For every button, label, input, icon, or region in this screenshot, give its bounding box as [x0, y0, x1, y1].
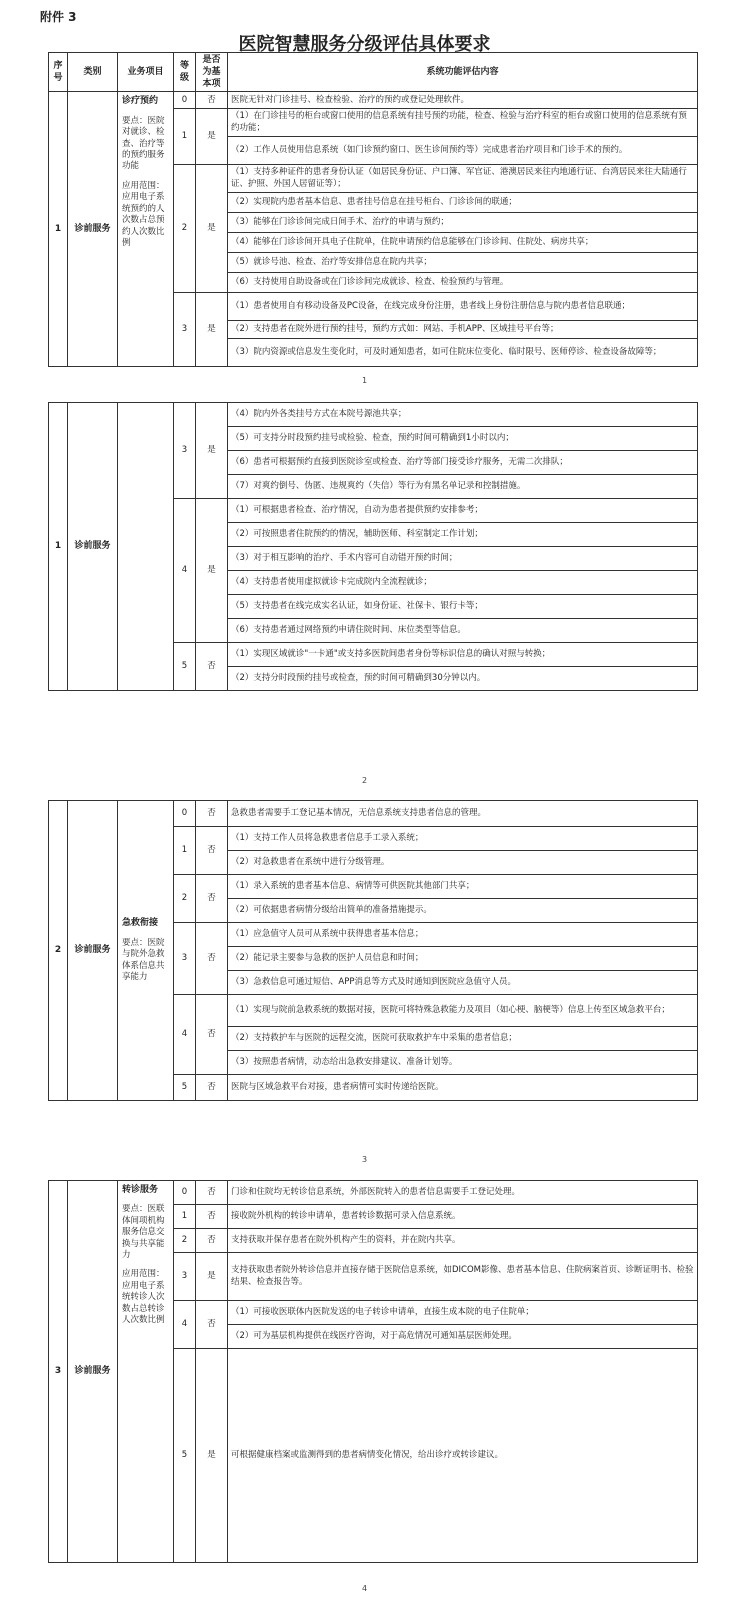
project-cell — [118, 403, 174, 691]
header-content: 系统功能评估内容 — [228, 53, 698, 92]
requirements-table-4 — [48, 1180, 698, 1563]
table-row — [49, 92, 698, 109]
category-cell: 诊前服务 — [68, 92, 118, 367]
level-cell: 2 — [174, 1229, 196, 1253]
project-scope: 应用范围：应用电子系统预约的人次数占总预约人次数比例 — [122, 180, 165, 249]
content-cell: （5）支持患者在线完成实名认证，如身份证、社保卡、银行卡等； — [228, 595, 698, 619]
content-cell: （4）支持患者使用虚拟就诊卡完成院内全流程就诊； — [228, 571, 698, 595]
attachment-label: 附件 3 — [40, 10, 77, 24]
level-cell: 3 — [174, 403, 196, 499]
content-cell: （3）按照患者病情，动态给出急救安排建议、准备计划等。 — [228, 1051, 698, 1075]
requirements-table-1 — [48, 52, 698, 367]
page-number: 2 — [361, 776, 368, 785]
category-cell: 诊前服务 — [68, 403, 118, 691]
seq-cell: 1 — [49, 403, 68, 691]
table-row — [49, 1181, 698, 1205]
content-cell: （3）能够在门诊诊间完成日间手术、治疗的申请与预约； — [228, 213, 698, 233]
content-cell: （3）急救信息可通过短信、APP消息等方式及时通知到医院应急值守人员。 — [228, 971, 698, 995]
level-cell: 4 — [174, 1301, 196, 1349]
basic-cell: 否 — [196, 801, 228, 827]
content-cell: 医院无针对门诊挂号、检查检验、治疗的预约或登记处理软件。 — [228, 92, 698, 109]
content-cell: （2）实现院内患者基本信息、患者挂号信息在挂号柜台、门诊诊间的联通； — [228, 193, 698, 213]
page-number: 3 — [361, 1155, 368, 1164]
basic-cell: 否 — [196, 92, 228, 109]
category-cell: 诊前服务 — [68, 801, 118, 1101]
requirements-table-3 — [48, 800, 698, 1101]
content-cell: （3）院内资源或信息发生变化时，可及时通知患者，如可住院床位变化、临时限号、医师停诊、检查设备故障等； — [228, 339, 698, 367]
page-number: 1 — [361, 376, 368, 385]
header-category: 类别 — [68, 53, 118, 92]
project-cell — [118, 801, 174, 1101]
basic-cell: 否 — [196, 875, 228, 923]
content-cell: （2）对急救患者在系统中进行分级管理。 — [228, 851, 698, 875]
project-desc: 要点：医联体间项机构服务信息交换与共享能力 — [122, 1204, 165, 1261]
content-cell: 急救患者需要手工登记基本情况，无信息系统支持患者信息的管理。 — [228, 801, 698, 827]
content-cell: （1）应急值守人员可从系统中获得患者基本信息； — [228, 923, 698, 947]
header-project: 业务项目 — [118, 53, 174, 92]
level-cell: 5 — [174, 1349, 196, 1563]
table-row — [49, 801, 698, 827]
level-cell: 3 — [174, 1253, 196, 1301]
basic-cell: 否 — [196, 643, 228, 691]
basic-cell: 否 — [196, 1181, 228, 1205]
project-title: 转诊服务 — [122, 1185, 159, 1195]
project-cell — [118, 92, 174, 367]
header-level: 等级 — [174, 53, 196, 92]
level-cell: 0 — [174, 1181, 196, 1205]
level-cell: 1 — [174, 1205, 196, 1229]
content-cell: （2）支持患者在院外进行预约挂号，预约方式如：网站、手机APP、区域挂号平台等； — [228, 321, 698, 339]
basic-cell: 否 — [196, 1075, 228, 1101]
basic-cell: 是 — [196, 109, 228, 165]
content-cell: （1）可根据患者检查、治疗情况，自动为患者提供预约安排参考； — [228, 499, 698, 523]
content-cell: 医院与区域急救平台对接，患者病情可实时传递给医院。 — [228, 1075, 698, 1101]
content-cell: （6）患者可根据预约直接到医院诊室或检查、治疗等部门接受诊疗服务，无需二次排队； — [228, 451, 698, 475]
page-title: 医院智慧服务分级评估具体要求 — [238, 34, 491, 55]
level-cell: 1 — [174, 109, 196, 165]
basic-cell: 是 — [196, 1253, 228, 1301]
content-cell: 支持获取并保存患者在院外机构产生的资料，并在院内共享。 — [228, 1229, 698, 1253]
content-cell: （1）录入系统的患者基本信息、病情等可供医院其他部门共享； — [228, 875, 698, 899]
content-cell: （2）工作人员使用信息系统（如门诊预约窗口、医生诊间预约等）完成患者治疗项目和门诊手术的预约。 — [228, 137, 698, 165]
seq-cell: 2 — [49, 801, 68, 1101]
level-cell: 3 — [174, 293, 196, 367]
project-title: 诊疗预约 — [122, 96, 159, 107]
level-cell: 3 — [174, 923, 196, 995]
basic-cell: 是 — [196, 165, 228, 293]
content-cell: （2）支持分时段预约挂号或检查，预约时间可精确到30分钟以内。 — [228, 667, 698, 691]
content-cell: （2）可为基层机构提供在线医疗咨询，对于高危情况可通知基层医师处理。 — [228, 1325, 698, 1349]
content-cell: （7）对爽约倒号、伪匿、违规爽约（失信）等行为有黑名单记录和控制措施。 — [228, 475, 698, 499]
seq-cell: 1 — [49, 92, 68, 367]
project-desc: 要点：医院与院外急救体系信息共享能力 — [122, 937, 165, 983]
content-cell: 门诊和住院均无转诊信息系统，外部医院转入的患者信息需要手工登记处理。 — [228, 1181, 698, 1205]
content-cell: （2）可依据患者病情分级给出简单的准备措施提示。 — [228, 899, 698, 923]
table-row — [49, 403, 698, 427]
content-cell: （6）支持使用自助设备或在门诊诊间完成就诊、检查、检验预约与管理。 — [228, 273, 698, 293]
content-cell: （1）实现区域就诊"一卡通"或支持多医院间患者身份等标识信息的确认对照与转换； — [228, 643, 698, 667]
content-cell: （2）可按照患者住院预约的情况，辅助医师、科室制定工作计划； — [228, 523, 698, 547]
content-cell: 支持获取患者院外转诊信息并直接存储于医院信息系统，如DICOM影像、患者基本信息、住院病案首页、诊断证明书、检验结果、检查报告等。 — [228, 1253, 698, 1301]
level-cell: 2 — [174, 875, 196, 923]
requirements-table-2 — [48, 402, 698, 691]
content-cell: （4）院内外各类挂号方式在本院号源池共享； — [228, 403, 698, 427]
basic-cell: 是 — [196, 293, 228, 367]
content-cell: （1）实现与院前急救系统的数据对接，医院可将特殊急救能力及项目（如心梗、脑梗等）信息上传至区域急救平台； — [228, 995, 698, 1027]
seq-cell: 3 — [49, 1181, 68, 1563]
project-cell — [118, 1181, 174, 1563]
header-basic: 是否为基本项 — [196, 53, 228, 92]
level-cell: 2 — [174, 165, 196, 293]
level-cell: 0 — [174, 801, 196, 827]
basic-cell: 否 — [196, 923, 228, 995]
content-cell: （1）可接收医联体内医院发送的电子转诊申请单，直接生成本院的电子住院单； — [228, 1301, 698, 1325]
header-seq: 序号 — [49, 53, 68, 92]
project-desc: 要点：医院对就诊、检查、治疗等的预约服务功能 — [122, 115, 165, 172]
content-cell: （6）支持患者通过网络预约申请住院时间、床位类型等信息。 — [228, 619, 698, 643]
basic-cell: 是 — [196, 499, 228, 643]
basic-cell: 否 — [196, 1205, 228, 1229]
content-cell: （5）可支持分时段预约挂号或检验、检查，预约时间可精确到1小时以内； — [228, 427, 698, 451]
basic-cell: 否 — [196, 995, 228, 1075]
content-cell: 可根据健康档案或监测得到的患者病情变化情况，给出诊疗或转诊建议。 — [228, 1349, 698, 1563]
basic-cell: 是 — [196, 1349, 228, 1563]
content-cell: （3）对于相互影响的治疗、手术内容可自动错开预约时间； — [228, 547, 698, 571]
table-header-row — [49, 53, 698, 92]
level-cell: 5 — [174, 643, 196, 691]
content-cell: （1）在门诊挂号的柜台或窗口使用的信息系统有挂号预约功能，检查、检验与治疗科室的柜台或窗口使用的信息系统有预约功能； — [228, 109, 698, 137]
category-cell: 诊前服务 — [68, 1181, 118, 1563]
level-cell: 4 — [174, 995, 196, 1075]
content-cell: （1）患者使用自有移动设备及PC设备，在线完成身份注册，患者线上身份注册信息与院内患者信息联通； — [228, 293, 698, 321]
content-cell: （2）支持救护车与医院的远程交流，医院可获取救护车中采集的患者信息； — [228, 1027, 698, 1051]
page-number: 4 — [361, 1584, 368, 1593]
content-cell: （1）支持工作人员将急救患者信息手工录入系统； — [228, 827, 698, 851]
level-cell: 5 — [174, 1075, 196, 1101]
basic-cell: 是 — [196, 403, 228, 499]
content-cell: 接收院外机构的转诊申请单，患者转诊数据可录入信息系统。 — [228, 1205, 698, 1229]
basic-cell: 否 — [196, 1229, 228, 1253]
basic-cell: 否 — [196, 827, 228, 875]
level-cell: 1 — [174, 827, 196, 875]
content-cell: （4）能够在门诊诊间开具电子住院单，住院申请预约信息能够在门诊诊间、住院处、病房共享； — [228, 233, 698, 253]
basic-cell: 否 — [196, 1301, 228, 1349]
project-title: 急救衔接 — [122, 918, 159, 929]
content-cell: （1）支持多种证件的患者身份认证（如居民身份证、户口簿、军官证、港澳居民来往内地通行证、台湾居民来往大陆通行证、护照、外国人居留证等）； — [228, 165, 698, 193]
content-cell: （2）能记录主要参与急救的医护人员信息和时间； — [228, 947, 698, 971]
level-cell: 4 — [174, 499, 196, 643]
level-cell: 0 — [174, 92, 196, 109]
project-scope: 应用范围：应用电子系统转诊人次数占总转诊人次数比例 — [122, 1269, 165, 1326]
content-cell: （5）就诊号池、检查、治疗等安排信息在院内共享； — [228, 253, 698, 273]
